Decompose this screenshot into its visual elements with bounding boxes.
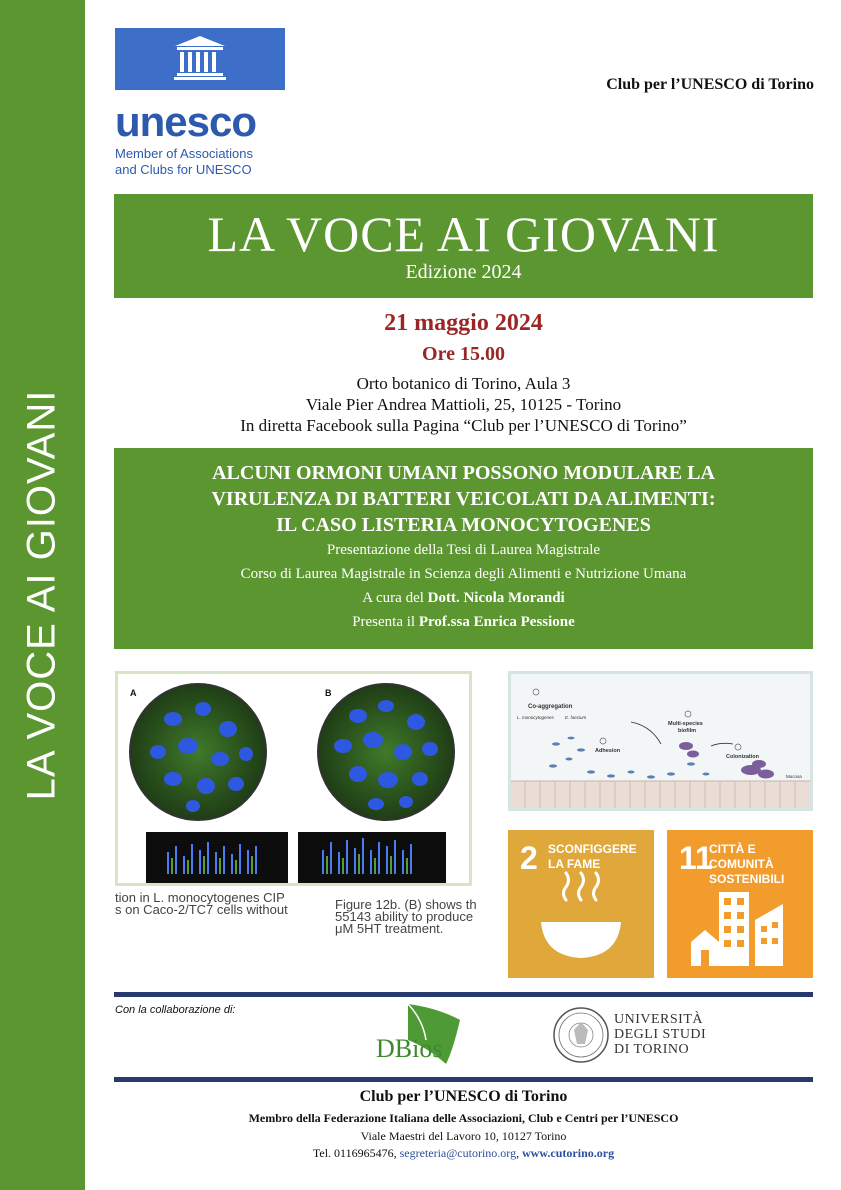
footer-federation: Membro della Federazione Italiana delle Associazioni, Club e Centri per l’UNESCO (248, 1111, 679, 1125)
microscopy-image (118, 674, 469, 883)
dbios-text: DBios (376, 1034, 443, 1063)
sdg-11-tile (667, 830, 813, 978)
dbios-logo (368, 1000, 463, 1068)
footer-email-link[interactable]: segreteria@cutorino.org (399, 1146, 517, 1160)
caption-left-line-1: tion in L. monocytogenes CIP (115, 890, 285, 905)
sdg-2-label-line-2: LA FAME (548, 857, 601, 871)
sdg-11-number: 11 (679, 840, 713, 876)
label-mucosa: Mucosa (786, 774, 802, 779)
side-banner (0, 0, 85, 1190)
sdg-2-label-line-1: SCONFIGGERE (548, 842, 637, 856)
club-name-header: Club per l’UNESCO di Torino (606, 76, 814, 93)
sdg-2-number: 2 (520, 840, 538, 876)
event-date: 21 maggio 2024 (384, 310, 543, 336)
sdg-2-tile (508, 830, 654, 978)
caption-left (115, 892, 288, 916)
unesco-wordmark: unesco (115, 98, 257, 145)
city-icon (667, 830, 813, 978)
talk-presentation: Presentazione della Tesi di Laurea Magistrale (326, 542, 601, 558)
unesco-logo (115, 28, 290, 180)
divider-bottom (114, 1077, 813, 1082)
talk-presenter (114, 610, 813, 634)
talk-course: Corso di Laurea Magistrale in Scienza degli Alimenti e Nutrizione Umana (240, 566, 687, 582)
temple-icon (115, 28, 285, 90)
unito-seal-icon (552, 1000, 610, 1070)
talk-title-line-2: VIRULENZA DI BATTERI VEICOLATI DA ALIMENTI: (211, 488, 716, 510)
label-colonization: Colonization (726, 754, 759, 760)
label-e-faecium: E. faecium (565, 715, 587, 720)
caption-left-line-2: s on Caco-2/TC7 cells without (115, 902, 288, 917)
microscopy-frame (115, 671, 472, 886)
unito-line-2: DEGLI STUDI (614, 1027, 707, 1042)
footer-contacts (114, 1146, 813, 1161)
venue-address: Viale Pier Andrea Mattioli, 25, 10125 - Torino (305, 395, 622, 414)
caption-right-line-3: μM 5HT treatment. (335, 921, 444, 936)
microscopy-figure (115, 671, 477, 971)
sdg-11-label-line-2: SOSTENIBILI (709, 872, 785, 886)
unito-line-1: UNIVERSITÀ (614, 1012, 703, 1027)
sdg-11-label-line-1: CITTÀ E COMUNITÀ (709, 842, 774, 871)
unito-line-3: DI TORINO (614, 1042, 690, 1057)
collaboration-label: Con la collaborazione di: (115, 1004, 236, 1016)
biofilm-diagram (508, 671, 813, 811)
member-line-1: Member of Associations (115, 146, 254, 161)
label-l-mono: L. monocytogenes (517, 715, 554, 720)
curated-name: Dott. Nicola Morandi (427, 590, 565, 606)
title-box (114, 194, 813, 298)
venue-name: Orto botanico di Torino, Aula 3 (356, 374, 571, 393)
unesco-temple-box (115, 28, 285, 90)
page-title: LA VOCE AI GIOVANI (207, 206, 720, 262)
figure-label-a: A (130, 688, 137, 698)
talk-curated (114, 586, 813, 610)
bowl-icon (508, 830, 654, 978)
talk-title-line-3: IL CASO LISTERIA MONOCYTOGENES (276, 514, 651, 536)
talk-box (114, 448, 813, 649)
figure-label-b: B (325, 688, 332, 698)
event-time: Ore 15.00 (422, 343, 505, 365)
talk-title-line-1: ALCUNI ORMONI UMANI POSSONO MODULARE LA (212, 462, 715, 484)
unito-logo (552, 1000, 752, 1070)
unesco-member-text (115, 146, 253, 178)
label-adhesion: Adhesion (595, 748, 621, 754)
edition-label: Edizione 2024 (405, 261, 522, 283)
footer-club: Club per l’UNESCO di Torino (359, 1088, 568, 1105)
caption-right-line-2: 55143 ability to produce (335, 909, 474, 924)
presents-prefix: Presenta il (352, 614, 419, 630)
unito-text (614, 1012, 706, 1057)
label-multi-species-1: Multi-species (668, 721, 703, 727)
side-banner-text: LA VOCE AI GIOVANI (19, 389, 64, 801)
event-venue (114, 373, 813, 436)
member-line-2: and Clubs for UNESCO (115, 162, 252, 177)
footer-phone: Tel. 0116965476, (312, 1146, 400, 1160)
footer-separator: , (516, 1146, 523, 1160)
footer-website-link[interactable]: www.cutorino.org (522, 1146, 615, 1160)
footer-address: Viale Maestri del Lavoro 10, 10127 Torino (360, 1129, 567, 1143)
caption-right-line-1: Figure 12b. (B) shows th (335, 897, 477, 912)
venue-stream: In diretta Facebook sulla Pagina “Club per l’UNESCO di Torino” (240, 416, 687, 435)
biofilm-illustration (511, 674, 810, 808)
caption-right (335, 899, 477, 935)
curated-prefix: A cura del (362, 590, 428, 606)
label-multi-species-2: biofilm (678, 728, 697, 734)
presents-name: Prof.ssa Enrica Pessione (418, 614, 575, 630)
label-co-aggregation: Co-aggregation (528, 704, 573, 710)
divider-top (114, 992, 813, 997)
